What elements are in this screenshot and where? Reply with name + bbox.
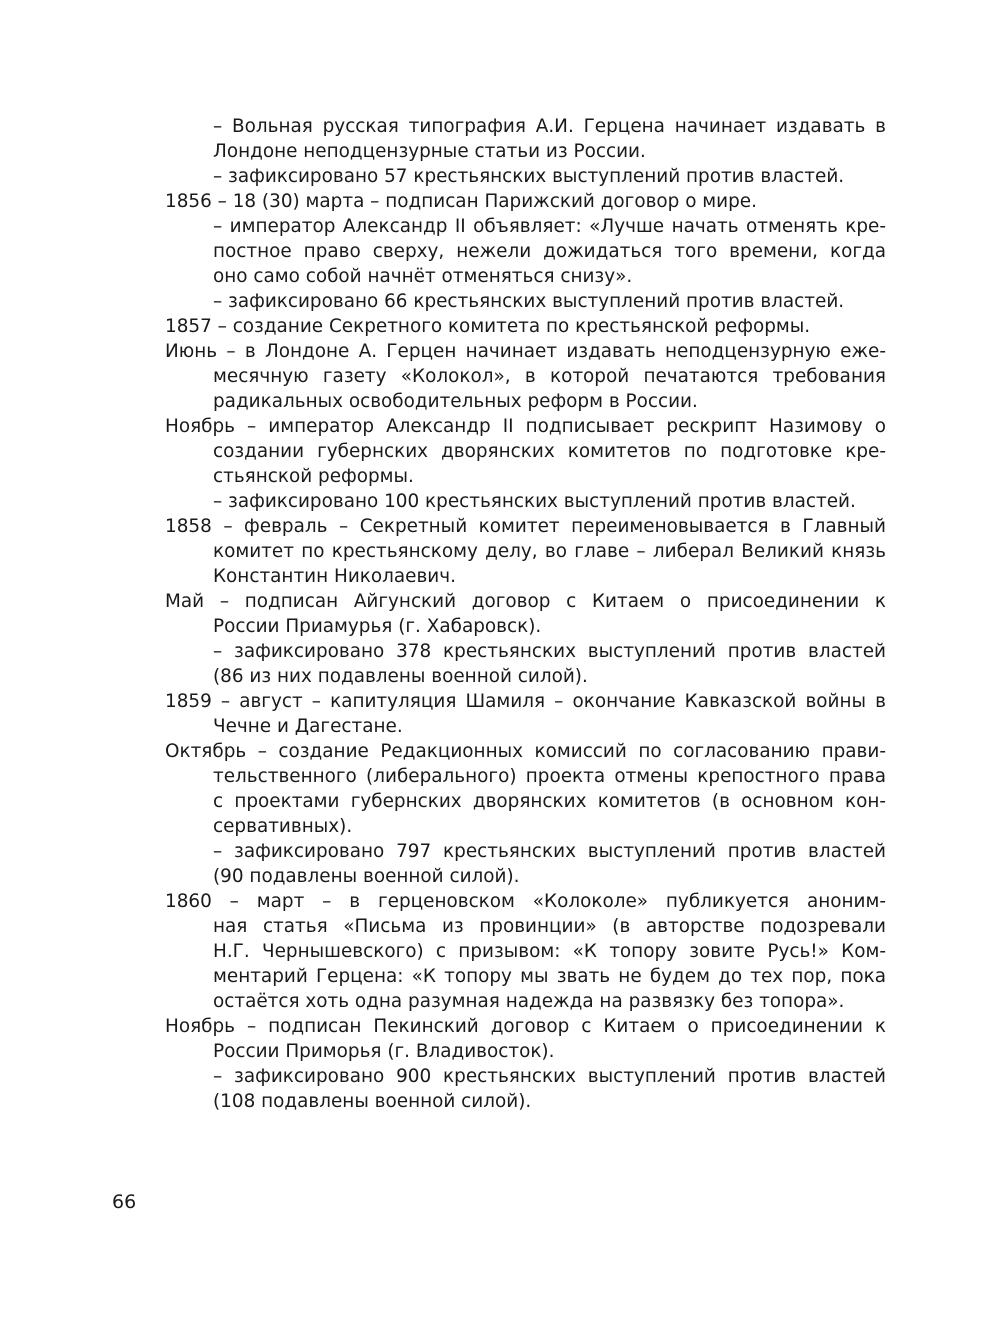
text-line: Май – подписан Айгунский договор с Китаем о присоединении к: [165, 591, 886, 612]
text-line: – зафиксировано 378 крестьянских выступлений против властей: [213, 641, 886, 662]
text-line: ная статья «Письма из провинции» (в авторстве подозревали: [213, 916, 886, 937]
text-line: Ноябрь – император Александр II подписывает рескрипт Назимову о: [165, 416, 886, 437]
text-line: Чечне и Дагестане.: [213, 716, 403, 737]
text-line: – зафиксировано 900 крестьянских выступлений против властей: [213, 1066, 886, 1087]
text-line: ментарий Герцена: «К топору мы звать не будем до тех пор, пока: [213, 966, 886, 987]
text-line: – Вольная русская типография А.И. Герцена начинает издавать в: [213, 116, 886, 137]
text-line: (90 подавлены военной силой).: [213, 866, 520, 887]
chronology-text: [165, 114, 886, 1114]
text-line: месячную газету «Колокол», в которой печатаются требования: [213, 366, 886, 387]
text-line: Октябрь – создание Редакционных комиссий по согласованию прави-: [165, 741, 886, 762]
page-number: 66: [112, 1191, 137, 1213]
text-line: 1860 – март – в герценовском «Колоколе» публикуется аноним-: [165, 891, 886, 912]
text-line: (108 подавлены военной силой).: [213, 1091, 532, 1112]
text-line: 1858 – февраль – Секретный комитет переименовывается в Главный: [165, 516, 886, 537]
text-line: Н.Г. Чернышевского) с призывом: «К топору зовите Русь!» Ком-: [213, 941, 886, 962]
text-line: постное право сверху, нежели дожидаться того времени, когда: [213, 241, 886, 262]
text-line: Константин Николаевич.: [213, 566, 456, 587]
text-line: 1857 – создание Секретного комитета по крестьянской реформы.: [165, 316, 811, 337]
text-line: оно само собой начнёт отменяться снизу».: [213, 266, 633, 287]
text-line: создании губернских дворянских комитетов по подготовке кре-: [213, 441, 886, 462]
text-line: остаётся хоть одна разумная надежда на развязку без топора».: [213, 991, 845, 1012]
text-line: Лондоне неподцензурные статьи из России.: [213, 141, 646, 162]
text-line: 1859 – август – капитуляция Шамиля – окончание Кавказской войны в: [165, 691, 886, 712]
text-line: Ноябрь – подписан Пекинский договор с Китаем о присоединении к: [165, 1016, 886, 1037]
text-line: комитет по крестьянскому делу, во главе – либерал Великий князь: [213, 541, 886, 562]
text-line: Июнь – в Лондоне А. Герцен начинает издавать неподцензурную еже-: [165, 341, 886, 362]
text-line: – зафиксировано 797 крестьянских выступлений против властей: [213, 841, 886, 862]
text-line: России Приамурья (г. Хабаровск).: [213, 616, 542, 637]
text-line: сервативных).: [213, 816, 353, 837]
text-line: – зафиксировано 66 крестьянских выступлений против властей.: [213, 291, 845, 312]
text-line: с проектами губернских дворянских комитетов (в основном кон-: [213, 791, 886, 812]
text-line: тельственного (либерального) проекта отмены крепостного права: [213, 766, 886, 787]
text-line: – император Александр II объявляет: «Лучше начать отменять кре-: [213, 216, 886, 237]
text-line: – зафиксировано 100 крестьянских выступлений против властей.: [213, 491, 856, 512]
text-line: России Приморья (г. Владивосток).: [213, 1041, 555, 1062]
text-line: стьянской реформы.: [213, 466, 414, 487]
text-line: радикальных освободительных реформ в России.: [213, 391, 698, 412]
text-line: – зафиксировано 57 крестьянских выступлений против властей.: [213, 166, 845, 187]
text-line: (86 из них подавлены военной силой).: [213, 666, 588, 687]
text-line: 1856 – 18 (30) марта – подписан Парижский договор о мире.: [165, 191, 757, 212]
